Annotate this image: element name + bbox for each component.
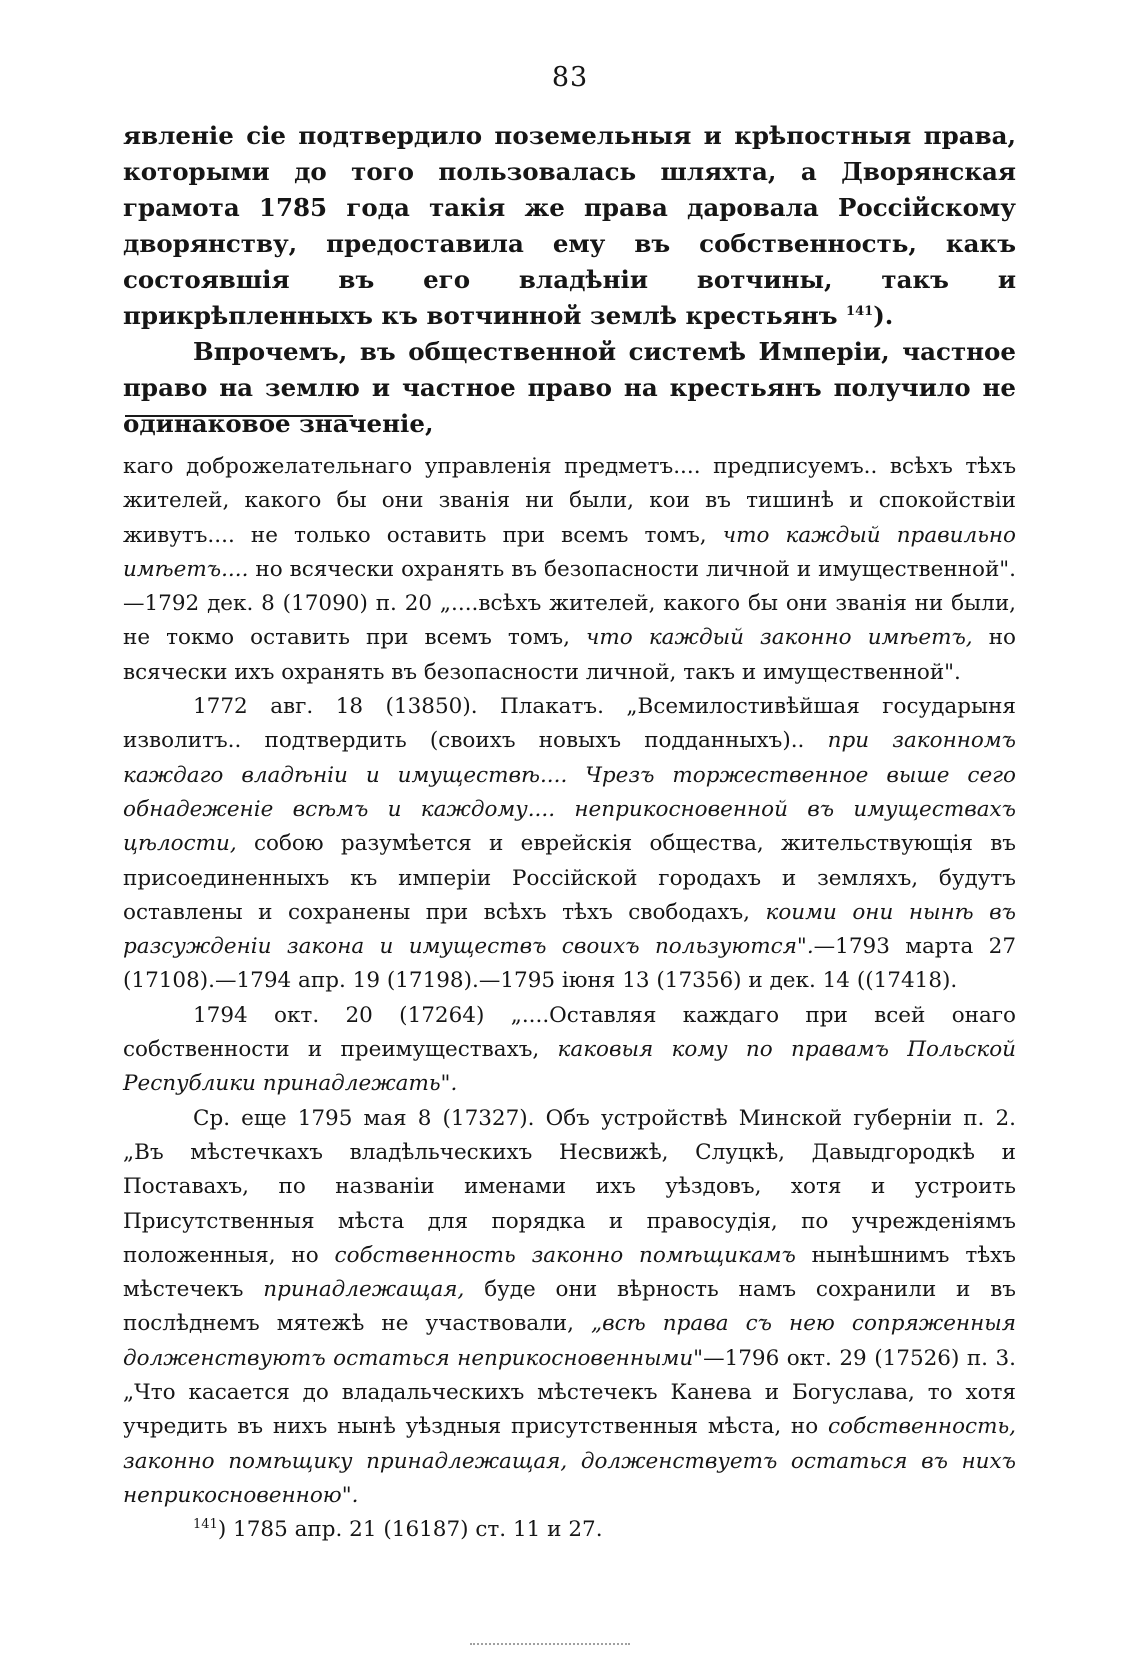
- note-4-b-italic: принадлежащая,: [263, 1277, 465, 1303]
- note-4-c: буде они вѣрность намъ сохранили и въ послѣднемъ мятежѣ не участвовали,: [123, 1277, 1016, 1337]
- note-2-b-italic: коими они нынѣ въ разсужденіи закона и имуществъ своихъ пользуются".: [123, 899, 1017, 960]
- note-4-c-italic: „всѣ права съ нею сопряженныя долженствуютъ остаться неприкосновенными": [123, 1311, 1016, 1371]
- note-4-a: Ср. еще 1795 мая 8 (17327). Объ устройствѣ Минской губерніи п. 2. „Въ мѣстечкахъ владѣльческихъ Несвижѣ, Слуцкѣ, Давыдгородкѣ и Поставахъ, по названіи именами ихъ уѣздовъ, хотя и устроить Присутственныя мѣста для порядка и правосудія, по учрежденіямъ положенныя, но: [123, 1105, 1016, 1268]
- note-1-b: но всячески охранять въ безопасности личной и имущественной". —1792 дек. 8 (17090) п. 20 „....всѣхъ жителей, какого бы они званія ни были, не токмо оставить при всемъ томъ,: [123, 556, 1016, 651]
- note-4-a-italic: собственность законно помѣщикамъ: [334, 1242, 796, 1268]
- note-5: [123, 1513, 1016, 1547]
- scan-specks: [470, 1643, 630, 1649]
- page-number: 83: [551, 62, 589, 93]
- footnote-ref-141[interactable]: 141: [846, 303, 874, 319]
- note-2-a: 1772 авг. 18 (13850). Плакатъ. „Всемилостивѣйшая государыня изволитъ.. подтвердить (своихъ новыхъ подданныхъ)..: [123, 694, 1016, 754]
- footnote-separator: [125, 415, 353, 417]
- note-5-text: ) 1785 апр. 21 (16187) ст. 11 и 27.: [217, 1517, 603, 1543]
- paragraph-2: Впрочемъ, въ общественной системѣ Имперіи, частное право на землю и частное право на крестьянъ получило не одинаковое значеніе,: [123, 337, 1016, 438]
- note-1-b-italic: что каждый законно имѣетъ,: [586, 625, 973, 651]
- note-4-b: нынѣшнимъ тѣхъ мѣстечекъ: [123, 1242, 1016, 1303]
- note-1-a: каго доброжелательнаго управленія предметъ.... предписуемъ.. всѣхъ тѣхъ жителей, какого бы они званія ни были, кои въ тишинѣ и спокойствіи живутъ.... не только оставить при всемъ томъ,: [123, 454, 1016, 548]
- note-3-a-italic: каковыя кому по правамъ Польской Республики принадлежать".: [123, 1037, 1016, 1097]
- note-1: [123, 450, 1016, 690]
- note-4-d-italic: собственность, законно помѣщику принадлежащая, долженствуетъ остаться въ нихъ неприкосновенною".: [123, 1414, 1016, 1508]
- note-4-d: —1796 окт. 29 (17526) п. 3. „Что касается до владальческихъ мѣстечекъ Канева и Богуслава, то хотя учредить въ нихъ нынѣ уѣздныя присутственныя мѣста, но: [123, 1345, 1017, 1440]
- main-text: [123, 118, 1016, 442]
- note-1-a-italic: что каждый правильно имѣетъ....: [123, 522, 1017, 582]
- note-3-a: 1794 окт. 20 (17264) „....Оставляя каждаго при всей онаго собственности и преимуществахъ,: [123, 1002, 1016, 1063]
- note-2-b: собою разумѣется и еврейскія общества, жительствующія въ присоединенныхъ къ имперіи Россійской городахъ и земляхъ, будутъ оставлены и сохранены при всѣхъ тѣхъ свободахъ,: [123, 831, 1016, 925]
- footnote-label-141: 141: [193, 1517, 218, 1533]
- paragraph-1-tail: ).: [873, 301, 894, 330]
- note-3: [123, 999, 1016, 1102]
- note-2: [123, 690, 1016, 999]
- note-2-a-italic: при законномъ каждаго владѣніи и имуществѣ.... Чрезъ торжественное выше сего обнадеженіе всѣмъ и каждому.... неприкосновенной въ имуществахъ цѣлости,: [123, 728, 1016, 857]
- paragraph-1: [123, 118, 1016, 334]
- note-2-c: —1793 марта 27 (17108).—1794 апр. 19 (17198).—1795 іюня 13 (17356) и дек. 14 ((17418).: [123, 934, 1017, 994]
- note-4: [123, 1102, 1016, 1514]
- note-1-c: но всячески ихъ охранять въ безопасности личной, такъ и имущественной".: [123, 625, 1016, 685]
- paragraph-1-text: явленіе сіе подтвердило поземельныя и крѣпостныя права, которыми до того пользовалась шляхта, а Дворянская грамота 1785 года такія же права даровала Россійскому дворянству, предоставила ему въ собственность, какъ состоявшія въ его владѣніи вотчины, такъ и прикрѣпленныхъ къ вотчинной землѣ крестьянъ: [123, 121, 1016, 330]
- footnotes: [123, 450, 1016, 1548]
